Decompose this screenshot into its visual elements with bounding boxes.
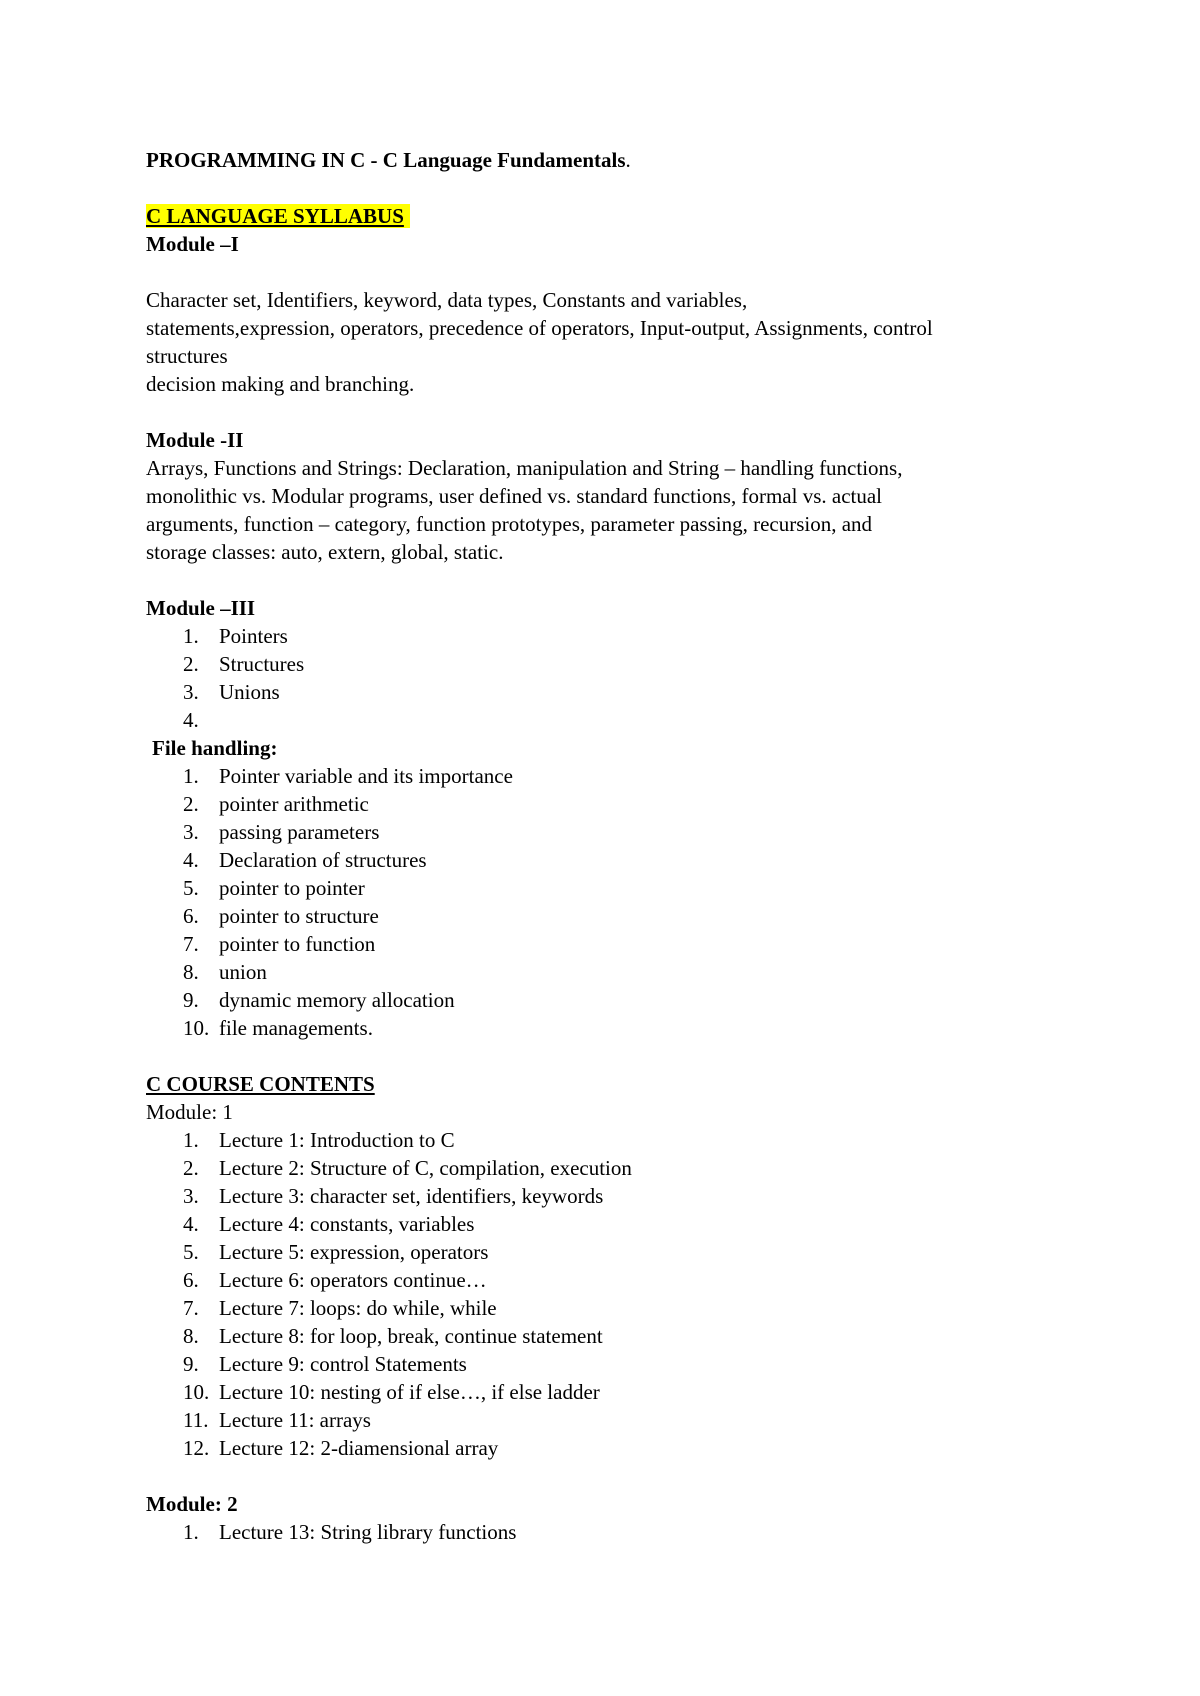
- list-item: 9. Lecture 9: control Statements: [183, 1352, 467, 1376]
- document-title: [146, 146, 1086, 174]
- list-item: 6. Lecture 6: operators continue…: [183, 1268, 487, 1292]
- list-item: 2. Lecture 2: Structure of C, compilation, execution: [183, 1156, 632, 1180]
- module3-list: [146, 622, 1086, 734]
- list-item: 4.: [183, 708, 199, 732]
- syllabus-heading: C LANGUAGE SYLLABUS: [146, 204, 410, 228]
- module1-line: Character set, Identifiers, keyword, data types, Constants and variables,: [146, 288, 748, 312]
- module3-heading: Module –III: [146, 596, 256, 620]
- module2-line: storage classes: auto, extern, global, static.: [146, 540, 504, 564]
- list-item: 12. Lecture 12: 2-diamensional array: [183, 1436, 499, 1460]
- list-item: 7. pointer to function: [183, 932, 376, 956]
- course-module2-list: [146, 1518, 1086, 1546]
- course-module2-label: Module: 2: [146, 1492, 238, 1516]
- file-handling-heading: File handling:: [152, 736, 278, 760]
- list-item: 6. pointer to structure: [183, 904, 379, 928]
- title-period: .: [625, 148, 631, 172]
- module1-line: decision making and branching.: [146, 372, 415, 396]
- syllabus-heading-line: [146, 202, 1086, 230]
- list-item: 10. Lecture 10: nesting of if else…, if else ladder: [183, 1380, 600, 1404]
- list-item: 11. Lecture 11: arrays: [183, 1408, 371, 1432]
- list-item: 4. Lecture 4: constants, variables: [183, 1212, 475, 1236]
- module2-line: Arrays, Functions and Strings: Declaration, manipulation and String – handling functions,: [146, 456, 903, 480]
- list-item: 1. Pointers: [183, 624, 288, 648]
- list-item: 5. Lecture 5: expression, operators: [183, 1240, 489, 1264]
- list-item: 2. pointer arithmetic: [183, 792, 369, 816]
- module2-heading: Module -II: [146, 428, 244, 452]
- list-item: 1. Lecture 13: String library functions: [183, 1520, 517, 1544]
- file-handling-list: [146, 762, 1086, 1042]
- list-item: 9. dynamic memory allocation: [183, 988, 455, 1012]
- list-item: 1. Pointer variable and its importance: [183, 764, 513, 788]
- module1-heading: Module –I: [146, 232, 239, 256]
- list-item: 8. Lecture 8: for loop, break, continue statement: [183, 1324, 603, 1348]
- list-item: 2. Structures: [183, 652, 305, 676]
- module1-line: structures: [146, 344, 228, 368]
- module2-line: monolithic vs. Modular programs, user defined vs. standard functions, formal vs. actual: [146, 484, 883, 508]
- list-item: 10. file managements.: [183, 1016, 373, 1040]
- list-item: 3. passing parameters: [183, 820, 380, 844]
- course-module1-list: [146, 1126, 1086, 1462]
- list-item: 5. pointer to pointer: [183, 876, 365, 900]
- module2-line: arguments, function – category, function prototypes, parameter passing, recursion, and: [146, 512, 873, 536]
- document-body: [146, 146, 1086, 1546]
- title-text: PROGRAMMING IN C - C Language Fundamentals: [146, 148, 626, 172]
- list-item: 7. Lecture 7: loops: do while, while: [183, 1296, 497, 1320]
- list-item: 3. Unions: [183, 680, 280, 704]
- list-item: 3. Lecture 3: character set, identifiers, keywords: [183, 1184, 604, 1208]
- course-contents-heading: C COURSE CONTENTS: [146, 1072, 375, 1096]
- list-item: 4. Declaration of structures: [183, 848, 427, 872]
- list-item: 8. union: [183, 960, 267, 984]
- course-module1-label: Module: 1: [146, 1100, 233, 1124]
- list-item: 1. Lecture 1: Introduction to C: [183, 1128, 455, 1152]
- module1-line: statements,expression, operators, precedence of operators, Input-output, Assignments, control: [146, 316, 933, 340]
